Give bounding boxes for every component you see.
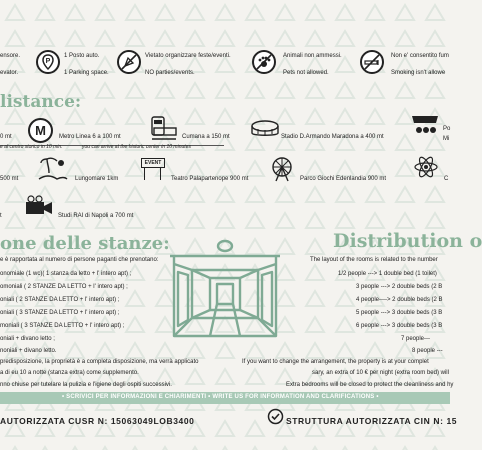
rule-partial-2: evator. [0,70,19,76]
rooms-en-intro: The layout of the rooms is related to the number [310,257,438,263]
rooms-en-line: 7 people--- [401,336,431,342]
cusr-number: AUTORIZZATA CUSR N: 15063049LOB3400 [0,416,195,426]
rooms-it-line: oniali ( 2 STANZE DA LETTO + l' intero apt) ; [0,297,120,303]
smoking-en-text: Smoking isn't allowe [391,70,446,76]
rooms-en-extra-3: Extra bedrooms will be closed to protect the cleanliness and hy [286,382,454,388]
note-en: you can arrive at the historic center in 10 minutes [82,144,191,150]
parking-icon [36,50,60,74]
teatro-distance: Teatro Palapartenope 900 mt [171,176,249,182]
distance-row2-partial: 500 mt [0,176,19,182]
no-pets-icon [252,50,276,74]
pets-en-text: Pets not allowed. [283,70,329,76]
rooms-it-intro: e è rapportata al numero di persone paganti che prenotano: [0,257,159,263]
rooms-it-extra-3: nno chiuse per tutelare la pulizia e l'igiene degli ospiti successivi. [0,382,172,388]
rooms-it-line: onomiale (1 wc)( 1 stanza da letto + l' intero apt) ; [0,271,132,277]
parking-it-text: 1 Posto auto. [64,53,100,59]
parco-distance: Parco Giochi Edenlandia 900 mt [300,176,387,182]
rule-partial-1: ensore. [0,53,21,59]
stadio-distance: Stadio D.Armando Maradona a 400 mt [281,134,384,140]
parking-en-text: 1 Parking space. [64,70,109,76]
po-partial: Po [443,126,451,132]
rooms-it-line: oniali + divano letto ; [0,336,55,342]
rooms-en-extra-2: sary, an extra of 10 € per night (extra room bed) will [312,370,449,376]
seaside-icon [37,155,69,183]
parties-it-text: Vietato organizzare feste/eventi. [145,53,231,59]
svg-text:P: P [45,58,51,65]
science-icon [413,154,439,180]
event-sign-label: EVENT [141,158,165,168]
no-party-icon [117,50,141,74]
rooms-en-line: 8 people --- [412,348,443,354]
mi-partial: Mi [443,136,450,142]
rooms-it-heading: one delle stanze: [0,233,170,254]
smoking-it-text: Non e' consentito fum [391,53,449,59]
svg-text:M: M [35,123,46,138]
video-camera-icon [24,196,54,220]
distance-row1-partial: 0 mt [0,134,12,140]
rooms-en-line: 5 people ---> 3 double beds (3 B [356,310,443,316]
row2-right-partial: C [444,176,449,182]
note-it: e al centro storico in 10 min. [0,144,63,150]
stadium-icon [250,117,280,139]
check-badge-icon [267,408,284,425]
rai-distance: Studi RAI di Napoli a 700 mt [58,213,134,219]
contact-banner-text: • SCRIVICI PER INFORMAZIONI E CHIARIMENTI • WRITE US FOR INFORMATION AND CLARIFICATIONS • [62,394,379,400]
distance-heading: listance: [0,92,82,112]
ferris-wheel-icon [268,155,296,183]
theater-icon [410,113,440,139]
rooms-en-line: 6 people ---> 3 double beds (3 B [356,323,443,329]
rooms-en-line: 3 people ---> 2 double beds (2 B [356,284,443,290]
rooms-it-line: oniali ( 3 STANZE DA LETTO + l' intero apt) ; [0,310,120,316]
cin-number: STRUTTURA AUTORIZZATA CIN N: 15 [286,416,458,426]
rooms-it-extra-1: predisposizione, la proprietà è a completa disposizione, ma verrà applicato [0,359,199,365]
train-icon [150,115,178,141]
rooms-it-line: moniali ( 3 STANZE DA LETTO + l' intero apt) ; [0,323,125,329]
rooms-it-line: omoniali ( 2 STANZE DA LETTO + l' intero apt) ; [0,284,128,290]
rooms-en-extra-1: If you want to change the arrangement, the property is at your complet [242,359,429,365]
lungomare-distance: Lungomare 1km [75,176,119,182]
contact-banner [0,392,450,404]
no-smoking-icon [360,50,384,74]
metro-icon [28,118,53,143]
event-sign-icon [141,158,165,182]
rooms-en-heading: Distribution o [333,230,482,252]
distance-row3-partial: t [0,213,2,219]
rooms-en-line: 1/2 people ---> 1 double bed (1 toilet) [338,271,437,277]
rooms-en-line: 4 people----> 2 double beds (2 B [356,297,443,303]
parties-en-text: NO parties/events. [145,70,195,76]
rooms-doors-illustration [170,238,280,350]
rooms-it-line: noniali + divano letto. [0,348,57,354]
pets-it-text: Animali non ammessi. [283,53,342,59]
rooms-it-extra-2: a di eu 10 a notte (stanza extra) come supplemento. [0,370,139,376]
cumana-distance: Cumana a 150 mt [182,134,230,140]
metro-distance: Metro Linea 6 a 100 mt [59,134,121,140]
